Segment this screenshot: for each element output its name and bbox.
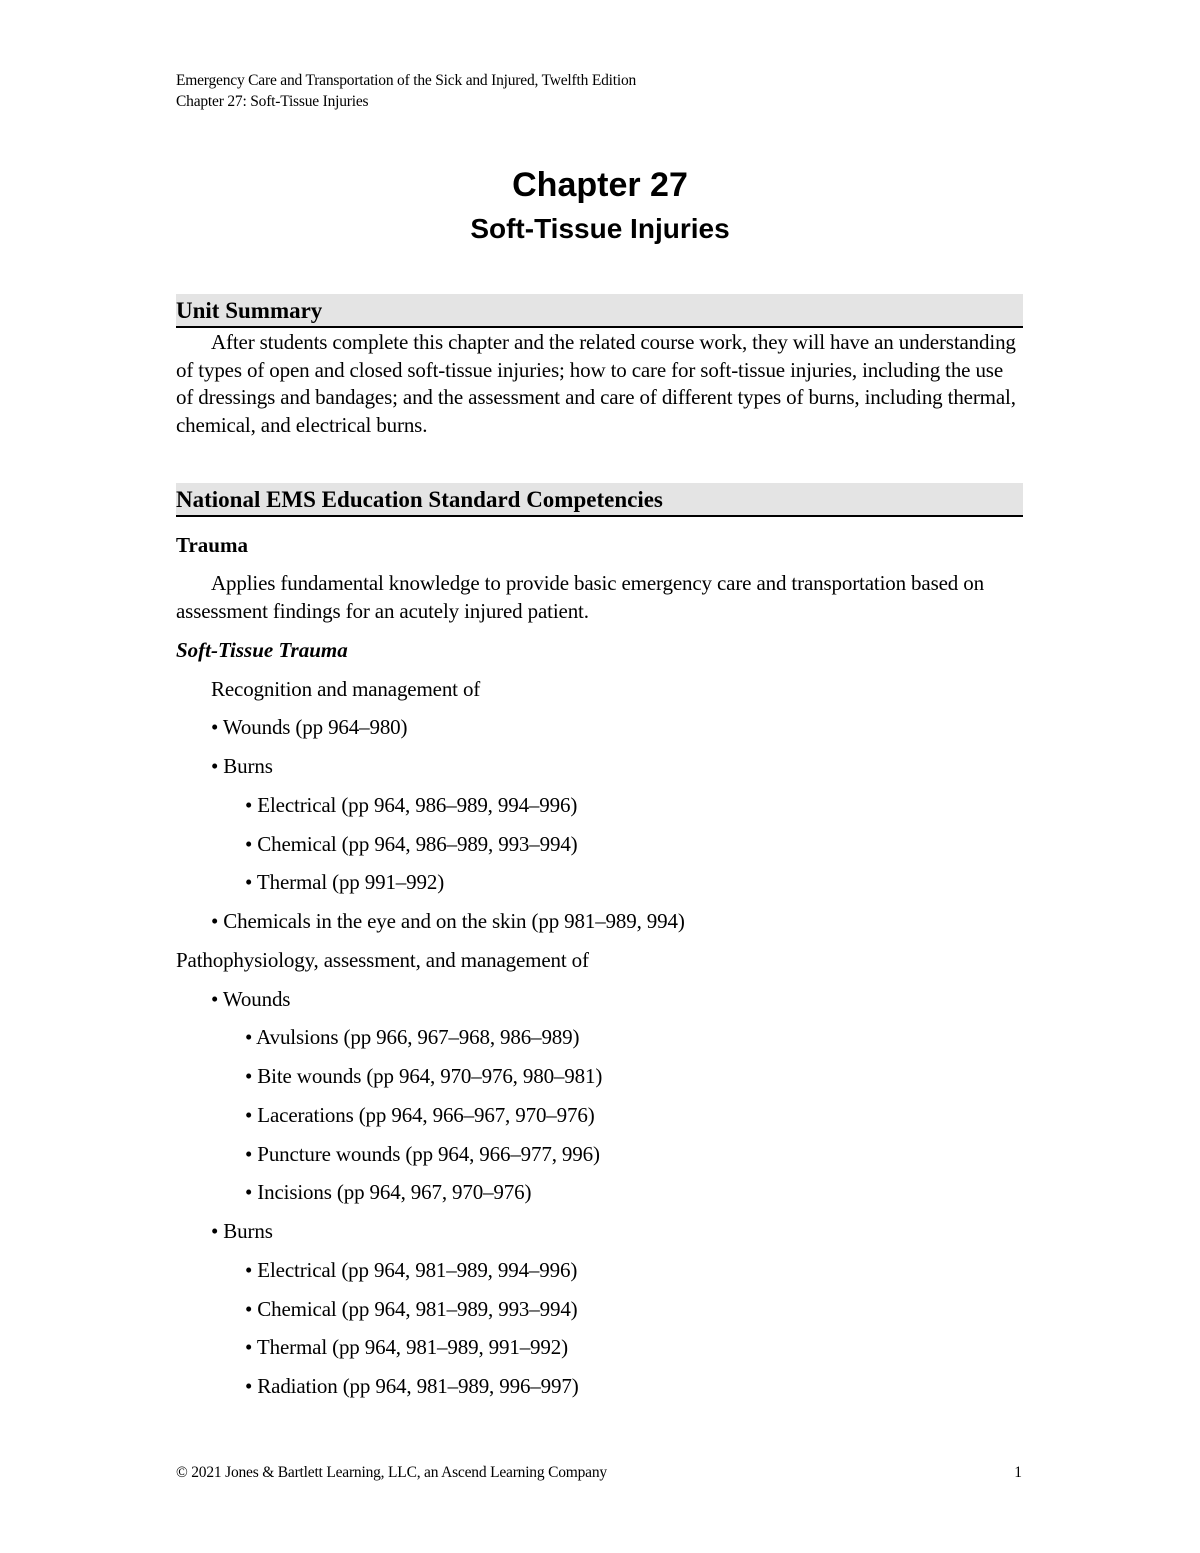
page-number: 1 xyxy=(1014,1464,1022,1481)
competencies-heading: National EMS Education Standard Competencies xyxy=(176,487,663,512)
unit-summary-body: After students complete this chapter and the related course work, they will have an understanding of types of open and closed soft-tissue injuries; how to care for soft-tissue injuries, including the use of dressings and bandages; and the assessment and care of different types of burns, including thermal, chemical, and electrical burns. xyxy=(176,330,1016,437)
unit-summary-heading-bar xyxy=(176,294,1023,328)
list-item: • Avulsions (pp 966, 967–968, 986–989) xyxy=(245,1025,580,1049)
list-item: • Wounds xyxy=(211,987,291,1011)
list-item: • Thermal (pp 991–992) xyxy=(245,870,445,894)
chapter-title: Soft-Tissue Injuries xyxy=(470,213,730,244)
list-item: • Incisions (pp 964, 967, 970–976) xyxy=(245,1180,532,1204)
list-item: • Bite wounds (pp 964, 970–976, 980–981) xyxy=(245,1064,603,1088)
list-item: • Wounds (pp 964–980) xyxy=(211,715,408,739)
trauma-heading: Trauma xyxy=(176,533,248,557)
soft-tissue-trauma-heading: Soft-Tissue Trauma xyxy=(176,638,348,662)
list-item: • Burns xyxy=(211,1219,273,1243)
list-item: • Thermal (pp 964, 981–989, 991–992) xyxy=(245,1335,568,1359)
list-item: • Chemical (pp 964, 986–989, 993–994) xyxy=(245,832,578,856)
footer-copyright: © 2021 Jones & Bartlett Learning, LLC, an Ascend Learning Company xyxy=(176,1464,607,1481)
trauma-body: Applies fundamental knowledge to provide basic emergency care and transportation based on assessment findings for an acutely injured patient. xyxy=(176,571,984,623)
unit-summary-heading: Unit Summary xyxy=(176,298,323,323)
chapter-number: Chapter 27 xyxy=(512,166,688,204)
list-item: • Puncture wounds (pp 964, 966–977, 996) xyxy=(245,1142,600,1166)
running-header xyxy=(176,70,636,112)
list-item: • Lacerations (pp 964, 966–967, 970–976) xyxy=(245,1103,595,1127)
list-item: Pathophysiology, assessment, and management of xyxy=(176,948,589,972)
list-item: • Electrical (pp 964, 981–989, 994–996) xyxy=(245,1258,578,1282)
list-item: • Electrical (pp 964, 986–989, 994–996) xyxy=(245,793,578,817)
competencies-heading-bar xyxy=(176,483,1023,517)
list-item: Recognition and management of xyxy=(211,677,481,701)
list-item: • Burns xyxy=(211,754,273,778)
header-book-title: Emergency Care and Transportation of the Sick and Injured, Twelfth Edition xyxy=(176,72,637,89)
list-item: • Chemical (pp 964, 981–989, 993–994) xyxy=(245,1297,578,1321)
header-chapter-title: Chapter 27: Soft-Tissue Injuries xyxy=(176,93,369,110)
list-item: • Chemicals in the eye and on the skin (pp 981–989, 994) xyxy=(211,909,685,933)
list-item: • Radiation (pp 964, 981–989, 996–997) xyxy=(245,1374,579,1398)
